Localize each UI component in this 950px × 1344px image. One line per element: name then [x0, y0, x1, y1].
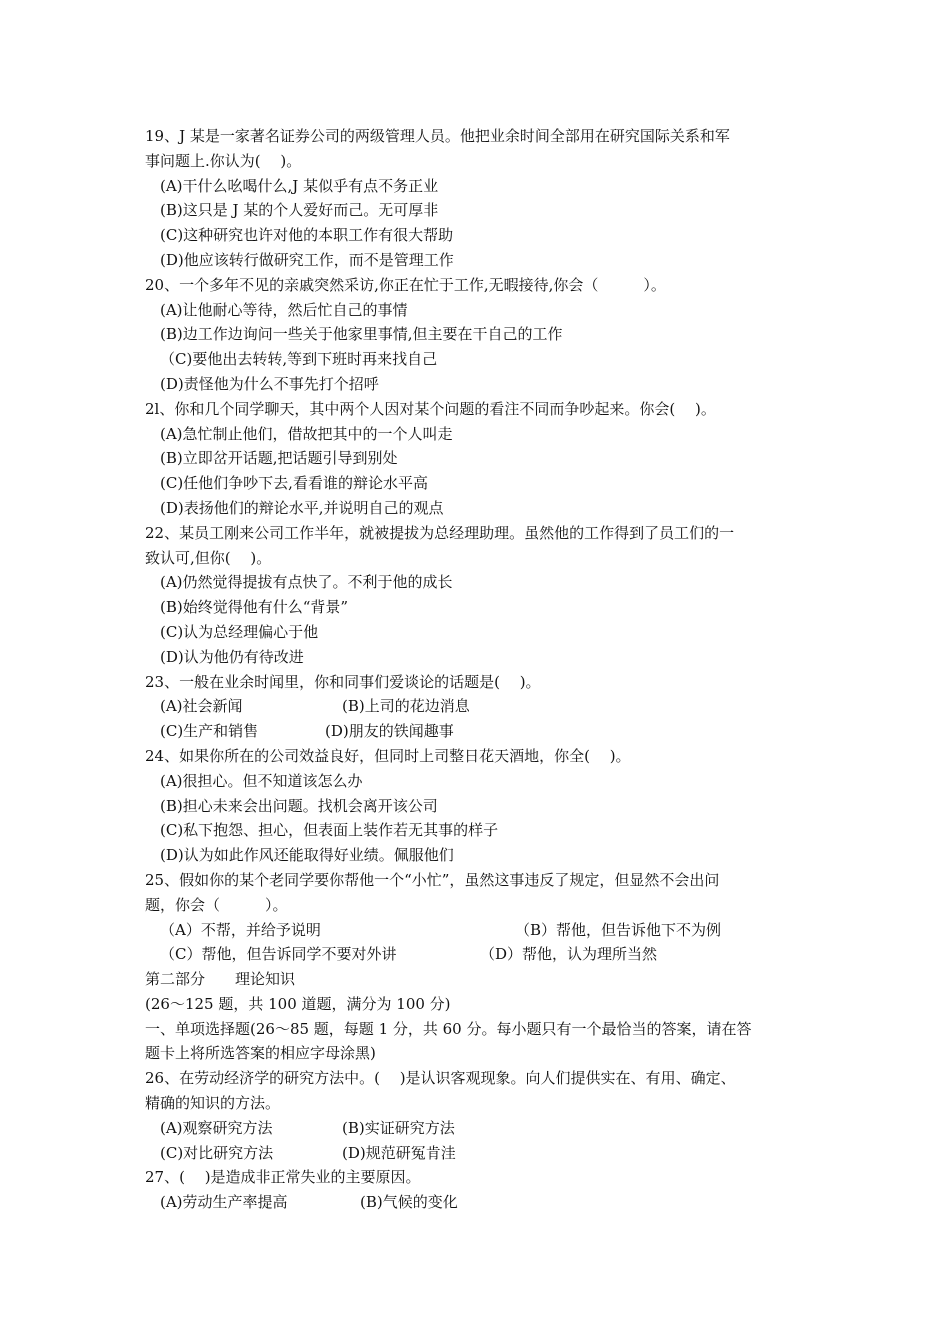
question-26-option-d: (D)规范研冤肯洼 [342, 1143, 456, 1162]
question-22-stem-line-2: 致认可,但你( )。 [145, 548, 272, 567]
question-23-options-row-2 [145, 719, 810, 744]
question-25-option-a: （A）不帮，并给予说明 [160, 920, 321, 939]
section-1-instructions-line-2: 题卡上将所选答案的相应字母涂黑) [145, 1044, 376, 1063]
question-26-stem-line-2: 精确的知识的方法。 [145, 1094, 281, 1113]
question-19-option-c: (C)这种研究也许对他的本职工作有很大帮助 [160, 226, 454, 245]
question-20-option-b: (B)边工作边询问一些关于他家里事情,但主要在干自己的工作 [160, 325, 563, 344]
question-26-options-row-1 [145, 1116, 810, 1141]
question-26-option-a: (A)观察研究方法 [160, 1118, 273, 1137]
question-21-option-c: (C)任他们争吵下去,看看谁的辩论水平高 [160, 474, 428, 493]
question-27-options-row-1 [145, 1190, 810, 1215]
section-1-instructions-line-1: 一、单项选择题(26～85 题，每题 1 分，共 60 分。每小题只有一个最恰当的答案，请在答 [145, 1019, 752, 1038]
question-22-option-a: (A)仍然觉得提拔有点快了。不利于他的成长 [160, 573, 453, 592]
question-21-option-d: (D)表扬他们的辩论水平,并说明自己的观点 [160, 498, 444, 517]
question-26-option-b: (B)实证研究方法 [342, 1118, 455, 1137]
question-23-option-a: (A)社会新闻 [160, 697, 243, 716]
question-20-stem: 20、一个多年不见的亲戚突然采访,你正在忙于工作,无暇接待,你会（ ）。 [145, 275, 666, 294]
question-25-options-row-1 [145, 918, 810, 943]
part-2-scope: (26～125 题，共 100 道题，满分为 100 分) [145, 994, 451, 1013]
question-23-option-c: (C)生产和销售 [160, 722, 259, 741]
question-19-stem-line-1: 19、J 某是一家著名证券公司的两级管理人员。他把业余时间全部用在研究国际关系和军 [145, 127, 730, 145]
question-25-option-c: （C）帮他，但告诉同学不要对外讲 [160, 945, 397, 964]
question-20-option-d: (D)责怪他为什么不事先打个招呼 [160, 374, 379, 393]
question-21-stem: 2l、你和几个同学聊天，其中两个人因对某个问题的看注不同而争吵起来。你会( )。 [145, 399, 716, 418]
question-22-option-d: (D)认为他仍有待改进 [160, 647, 304, 666]
question-22-option-b: (B)始终觉得他有什么“背景” [160, 598, 349, 617]
question-22-option-c: (C)认为总经理偏心于他 [160, 622, 319, 641]
question-23-option-d: (D)朋友的铁闻趣事 [325, 722, 454, 741]
question-25-options-row-2 [145, 942, 810, 967]
question-21-option-a: (A)急忙制止他们，借故把其中的一个人叫走 [160, 424, 453, 443]
question-25-option-d: （D）帮他，认为理所当然 [480, 945, 658, 964]
question-24-option-d: (D)认为如此作风还能取得好业绩。佩服他们 [160, 846, 454, 865]
question-24-option-c: (C)私下抱怨、担心，但表面上装作若无其事的样子 [160, 821, 499, 840]
question-27-option-b: (B)气候的变化 [360, 1193, 458, 1212]
question-22-stem-line-1: 22、某员工刚来公司工作半年，就被提拔为总经理助理。虽然他的工作得到了员工们的一 [145, 523, 735, 542]
question-27-option-a: (A)劳动生产率提高 [160, 1193, 288, 1212]
question-19-stem-line-2: 事问题上.你认为( )。 [145, 151, 302, 170]
question-26-options-row-2 [145, 1141, 810, 1166]
question-25-stem-line-1: 25、假如你的某个老同学要你帮他一个“小忙”，虽然这事违反了规定，但显然不会出问 [145, 870, 720, 889]
part-2-title: 第二部分 理论知识 [145, 970, 296, 989]
document-body [145, 124, 810, 1215]
question-20-option-c: （C)要他出去转转,等到下班时再来找自己 [160, 350, 438, 369]
question-23-option-b: (B)上司的花边消息 [342, 697, 470, 716]
question-26-stem-line-1: 26、在劳动经济学的研究方法中。( )是认识客观现象。向人们提供实在、有用、确定、 [145, 1069, 736, 1088]
question-27-stem: 27、( )是造成非正常失业的主要原因。 [145, 1168, 421, 1187]
question-21-option-b: (B)立即岔开话题,把话题引导到别处 [160, 449, 398, 468]
question-23-stem: 23、一般在业余时闻里，你和同事们爱谈论的话题是( )。 [145, 672, 541, 691]
question-24-option-a: (A)很担心。但不知道该怎么办 [160, 771, 363, 790]
question-26-option-c: (C)对比研究方法 [160, 1143, 274, 1162]
question-20-option-a: (A)让他耐心等待，然后忙自己的事情 [160, 300, 408, 319]
question-25-stem-line-2: 题，你会（ ）。 [145, 895, 288, 914]
question-24-stem: 24、如果你所在的公司效益良好，但同时上司整日花天酒地，你全( )。 [145, 746, 631, 765]
question-23-options-row-1 [145, 694, 810, 719]
question-25-option-b: （B）帮他，但告诉他下不为例 [515, 920, 722, 939]
question-19-option-d: (D)他应该转行做研究工作，而不是管理工作 [160, 250, 454, 269]
question-19-option-b: (B)这只是 J 某的个人爱好而己。无可厚非 [160, 201, 439, 220]
question-19-option-a: (A)干什么吆喝什么,J 某似乎有点不务正业 [160, 176, 439, 195]
question-24-option-b: (B)担心未来会出问题。找机会离开该公司 [160, 796, 438, 815]
